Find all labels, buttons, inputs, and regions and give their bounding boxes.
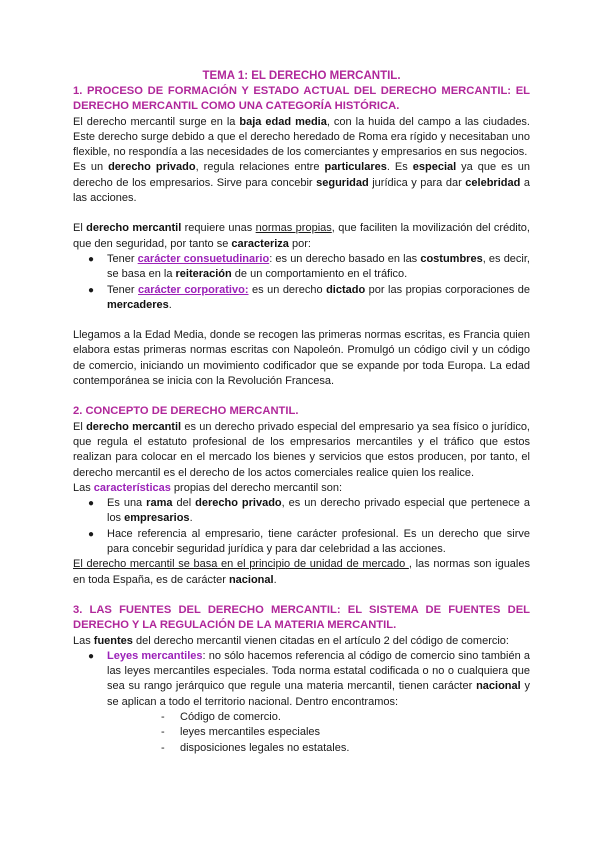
s2-bullet-list: [73, 496, 530, 557]
s3-dash-list: [73, 710, 530, 756]
s2-paragraph-3: El derecho mercantil se basa en el principio de unidad de mercado , las normas son iguales en toda España, es de carácter nacional.: [73, 558, 530, 586]
bullet-icon: ●: [88, 528, 95, 540]
bullet-icon: ●: [88, 650, 95, 662]
section-1-heading: 1. PROCESO DE FORMACIÓN Y ESTADO ACTUAL DEL DERECHO MERCANTIL: EL DERECHO MERCANTIL COMO UNA CATEGORÍA HISTÓRICA.: [73, 85, 530, 113]
page-title: TEMA 1: EL DERECHO MERCANTIL.: [202, 70, 401, 82]
dash-icon: -: [161, 741, 165, 754]
dash-icon: -: [161, 710, 165, 723]
s1-bullet-list: [73, 252, 530, 313]
bullet-icon: ●: [88, 284, 95, 296]
list-item: ● Leyes mercantiles: no sólo hacemos referencia al código de comercio sino también a las leyes mercantiles especiales. Toda norma estatal codificada o no o cualquiera que sea su rango jerárquico que regule una materia mercantil, tienen carácter nacional y se aplican a todo el territorio nacional. Dentro encontramos:: [88, 649, 531, 708]
list-item: ● Hace referencia al empresario, tiene carácter profesional. Es un derecho que sirve para concebir seguridad jurídica y para dar celebridad a las acciones.: [88, 527, 530, 556]
list-item: ● Tener carácter corporativo: es un derecho dictado por las propias corporaciones de mercaderes.: [88, 283, 530, 311]
s1-paragraph-2: Es un derecho privado, regula relaciones entre particulares. Es especial ya que es un derecho de los empresarios. Sirve para concebir seguridad jurídica y para dar celebridad a las acciones.: [73, 161, 530, 205]
list-item: ● Es una rama del derecho privado, es un derecho privado especial que pertenece a los empresarios.: [88, 497, 531, 525]
s2-paragraph-1: El derecho mercantil es un derecho privado especial del empresario ya sea físico o jurídico, que regula el estatuto profesional de los empresarios mercantiles y el tráfico que estos realizan para colocar en el mercado los bienes y servicios que estos producen, por tanto, el derecho mercantil es el derecho de los actos comerciales realice quien los realice.: [73, 420, 530, 479]
s3-paragraph-1: Las fuentes del derecho mercantil vienen citadas en el artículo 2 del código de comercio:: [73, 634, 509, 647]
s1-paragraph-3: El derecho mercantil requiere unas normas propias, que faciliten la movilización del crédito, que den seguridad, por tanto se caracteriza por:: [73, 222, 530, 250]
s1-paragraph-1: El derecho mercantil surge en la baja edad media, con la huida del campo a las ciudades. Este derecho surge debido a que el derecho heredado de Roma era rígido y necesitaban uno flexible, no respondía a las necesidades de los comerciantes y empresarios en sus negocios.: [73, 115, 530, 159]
s2-paragraph-2: Las características propias del derecho mercantil son:: [73, 481, 343, 494]
list-item: ● Tener carácter consuetudinario: es un derecho basado en las costumbres, es decir, se basa en la reiteración de un comportamiento en el tráfico.: [88, 252, 530, 281]
bullet-icon: ●: [88, 498, 95, 510]
dash-icon: -: [161, 726, 165, 739]
s3-bullet-list: [73, 649, 530, 710]
section-3-heading: 3. LAS FUENTES DEL DERECHO MERCANTIL: EL SISTEMA DE FUENTES DEL DERECHO Y LA REGULACIÓN DE LA MATERIA MERCANTIL.: [73, 603, 530, 632]
list-item: - disposiciones legales no estatales.: [73, 741, 530, 756]
s1-paragraph-4: Llegamos a la Edad Media, donde se recogen las primeras normas escritas, es Francia quien elabora estas primeras normas escritas con Napoleón. Promulgó un código civil y un código de comercio, iniciando un movimiento codificador que se expande por toda Europa. La edad contemporánea se inicia con la Revolución Francesa.: [73, 329, 530, 388]
list-item: - Código de comercio.: [73, 710, 530, 725]
list-item: - leyes mercantiles especiales: [73, 725, 530, 740]
bullet-icon: ●: [88, 253, 95, 265]
section-2-heading: 2. CONCEPTO DE DERECHO MERCANTIL.: [73, 405, 299, 418]
